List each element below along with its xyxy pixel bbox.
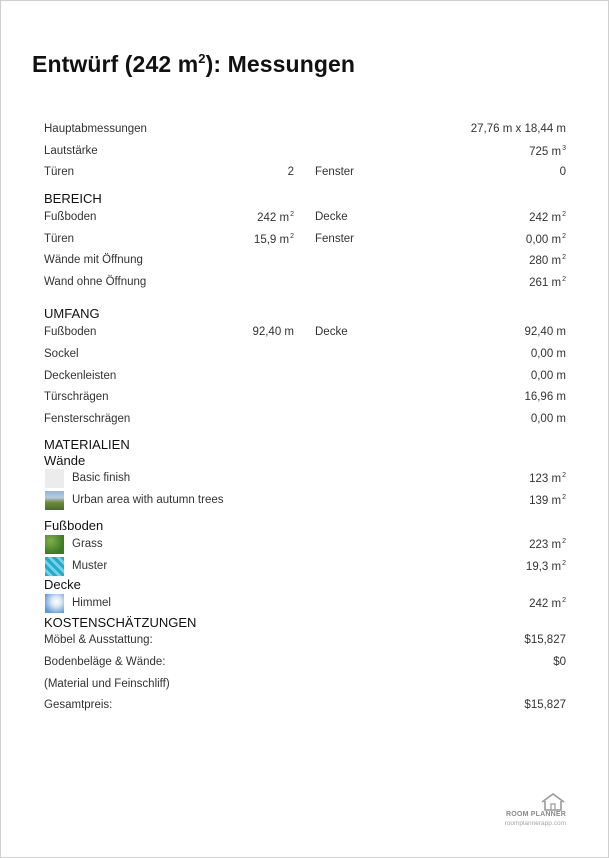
house-icon (540, 793, 566, 811)
row-umfang-fensterschraegen: Fensterschrägen 0,00 m (44, 413, 566, 425)
material-item-himmel: Himmel 242 $m^2$ (44, 597, 566, 617)
logo-url: roomplannerapp.com (504, 820, 566, 827)
section-heading-materialien: MATERIALIEN (44, 437, 130, 452)
material-group-fussboden: Fußboden (44, 518, 104, 533)
row-bereich-wand-ohne-oeffnung: Wand ohne Öffnung 261 $m^2$ (44, 276, 566, 289)
row-tueren-fenster-count: Türen 2 Fenster 0 (44, 166, 566, 178)
logo-name: ROOM PLANNER (506, 811, 566, 818)
row-umfang-fussboden: Fußboden 92,40 m Decke 92,40 m (44, 326, 566, 338)
section-heading-bereich: BEREICH (44, 191, 102, 206)
material-item-urban-area: Urban area with autumn trees 139 $m^2$ (44, 494, 566, 514)
material-group-decke: Decke (44, 577, 81, 592)
material-item-basic-finish: Basic finish 123 $m^2$ (44, 472, 566, 492)
row-kosten-gesamtpreis: Gesamtpreis: $15,827 (44, 699, 566, 711)
row-lautstaerke: Lautstärke 725 $m^3$ (44, 145, 566, 158)
row-bereich-tueren: Türen 15,9 $m^2$ Fenster 0,00 $m^2$ (44, 233, 566, 246)
basic-finish-swatch (45, 469, 64, 488)
section-heading-umfang: UMFANG (44, 306, 100, 321)
urban-trees-swatch (45, 491, 64, 510)
row-bereich-waende-mit-oeffnung: Wände mit Öffnung 280 $m^2$ (44, 254, 566, 267)
section-heading-kosten: KOSTENSCHÄTZUNGEN (44, 615, 197, 630)
material-item-grass: Grass 223 $m^2$ (44, 538, 566, 558)
material-group-waende: Wände (44, 453, 86, 468)
row-bereich-fussboden: Fußboden 242 $m^2$ Decke 242 $m^2$ (44, 211, 566, 224)
row-kosten-material-note: (Material und Feinschliff) (44, 678, 170, 690)
room-planner-logo (490, 793, 568, 829)
sky-swatch (45, 594, 64, 613)
row-umfang-deckenleisten: Deckenleisten 0,00 m (44, 370, 566, 382)
row-kosten-moebel: Möbel & Ausstattung: $15,827 (44, 634, 566, 646)
row-umfang-sockel: Sockel 0,00 m (44, 348, 566, 360)
row-kosten-bodenbelaege: Bodenbeläge & Wände: $0 (44, 656, 566, 668)
grass-swatch (45, 535, 64, 554)
material-item-muster: Muster 19,3 $m^2$ (44, 560, 566, 580)
muster-swatch (45, 557, 64, 576)
page-title: Entwürf (242 $m^2$): Messungen (32, 51, 356, 77)
row-umfang-tuerschraegen: Türschrägen 16,96 m (44, 391, 566, 403)
row-hauptabmessungen: Hauptabmessungen 27,76 m x 18,44 m (44, 123, 566, 135)
